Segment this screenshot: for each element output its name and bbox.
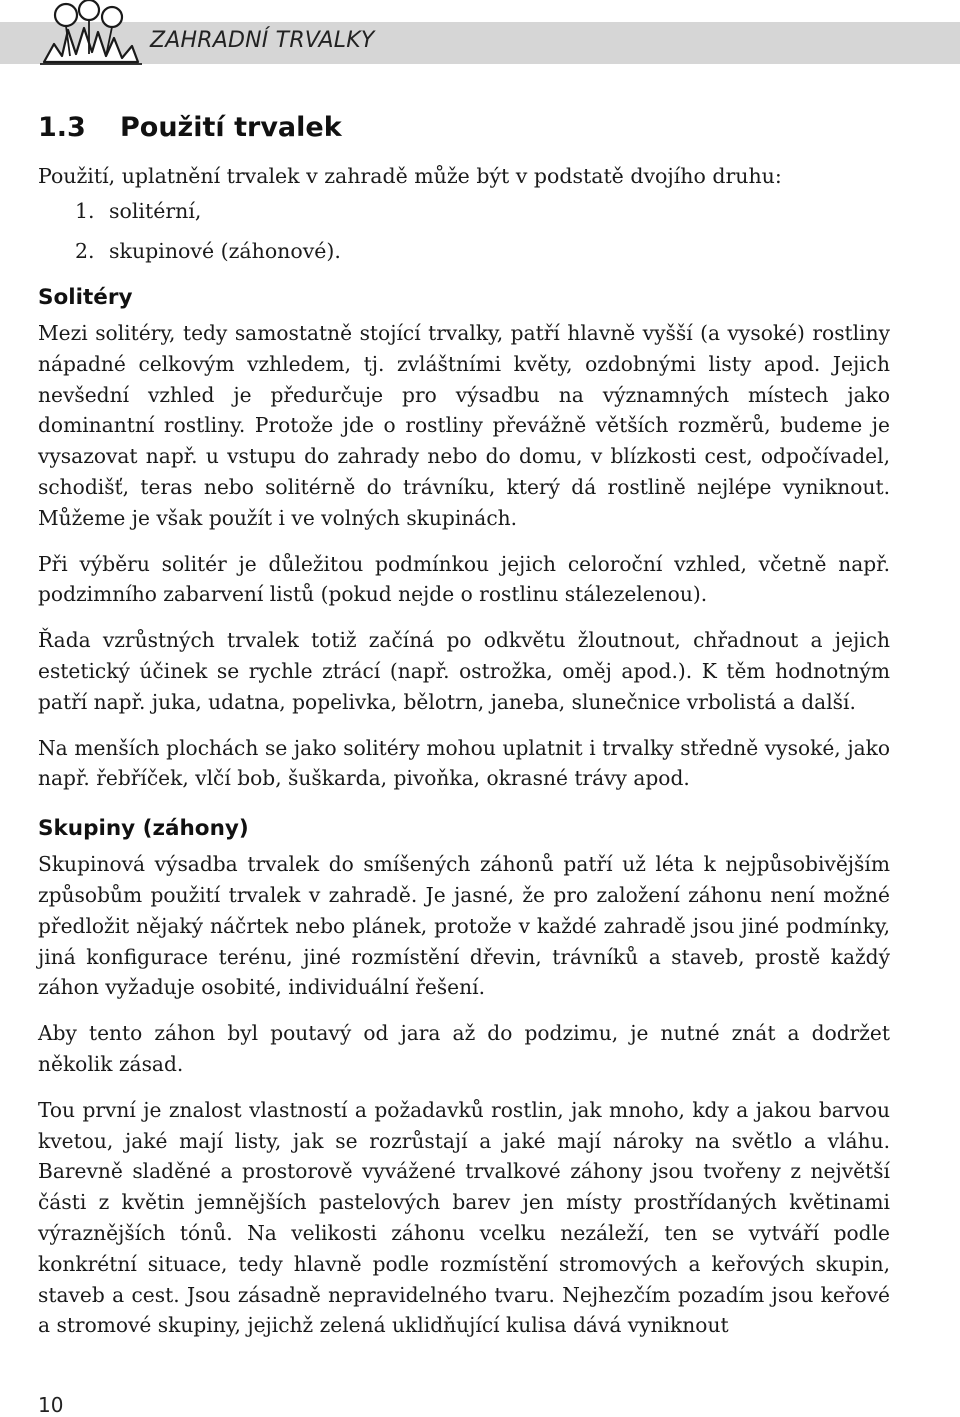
paragraph: Řada vzrůstných trvalek totiž začíná po odkvětu žloutnout, chřadnout a jejich estetický účinek se rychle ztrácí (např. ostrožka, oměj apod.). K těm hodnotným patří např. juka, udatna, popelivka, bělotrn, janeba, slunečnice vrbolistá a další. xyxy=(38,628,890,714)
list-item-text: solitérní, xyxy=(109,199,202,223)
page-number: 10 xyxy=(38,1393,64,1417)
list-item-text: skupinové (záhonové). xyxy=(109,239,341,263)
section-number: 1.3 xyxy=(38,112,86,143)
usage-list xyxy=(38,191,890,271)
flower-logo-icon xyxy=(34,0,146,70)
list-item-number: 2. xyxy=(75,239,95,263)
intro-paragraph: Použití, uplatnění trvalek v zahradě může být v podstatě dvojího druhu: xyxy=(38,164,782,188)
list-item xyxy=(75,231,890,271)
running-title: ZAHRADNÍ TRVALKY xyxy=(150,28,375,53)
paragraph: Skupinová výsadba trvalek do smíšených záhonů patří už léta k nejpůsobivějším způsobům použití trvalek v zahradě. Je jasné, že pro založení záhonu není možné předložit nějaký náčrtek nebo plánek, protože v každé zahradě jsou jiné podmínky, jiná konfigurace terénu, jiné rozmístění dřevin, trávníků a staveb, prostě každý záhon vyžaduje osobité, individuální řešení. xyxy=(38,852,890,1000)
subheading-skupiny: Skupiny (záhony) xyxy=(38,816,249,842)
paragraph: Na menších plochách se jako solitéry mohou uplatnit i trvalky středně vysoké, jako např. řebříček, vlčí bob, šuškarda, pivoňka, okrasné trávy apod. xyxy=(38,735,890,791)
list-item xyxy=(75,191,890,231)
section-heading xyxy=(38,112,890,143)
section-title: Použití trvalek xyxy=(120,112,342,143)
subheading-solitery: Solitéry xyxy=(38,285,133,310)
paragraph: Aby tento záhon byl poutavý od jara až do podzimu, je nutné znát a dodržet několik zásad. xyxy=(38,1021,890,1076)
page-content xyxy=(38,112,890,1356)
paragraph: Mezi solitéry, tedy samostatně stojící trvalky, patří hlavně vyšší (a vysoké) rostliny nápadné celkovým vzhledem, tj. zvláštními květy, ozdobnými listy apod. Jejich nevšední vzhled je předurčuje pro výsadbu na významných místech jako dominantní rostliny. Protože jde o rostliny převážně větších rozměrů, budeme je vysazovat např. u vstupu do zahrady nebo do domu, v blízkosti cest, odpočívadel, schodišť, teras nebo solitérně do trávníku, který dá rostlině nejlépe vyniknout. Můžeme je však použít i ve volných skupinách. xyxy=(38,321,890,530)
paragraph: Při výběru solitér je důležitou podmínkou jejich celoroční vzhled, včetně např. podzimního zabarvení listů (pokud nejde o rostlinu stálezelenou). xyxy=(38,551,890,607)
paragraph: Tou první je znalost vlastností a požadavků rostlin, jak mnoho, kdy a jakou barvou kvetou, jaké mají listy, jak se rozrůstají a jaké mají nároky na světlo a vláhu. Barevně sladěné a prostorově vyvážené trvalkové záhony jsou tvořeny z největší části z květin jemnějších pastelových barev jen místy prostřídaných květinami výraznějších tónů. Na velikosti záhonu vcelku nezáleží, ten se vytváří podle konkrétní situace, tedy hlavně podle rozmístění stromových a keřových skupin, staveb a cest. Jsou zásadně nepravidelného tvaru. Nejhezčím pozadím jsou keřové a stromové skupiny, jejichž zelená uklidňující kulisa dává vyniknout xyxy=(38,1097,890,1338)
list-item-number: 1. xyxy=(75,199,95,223)
